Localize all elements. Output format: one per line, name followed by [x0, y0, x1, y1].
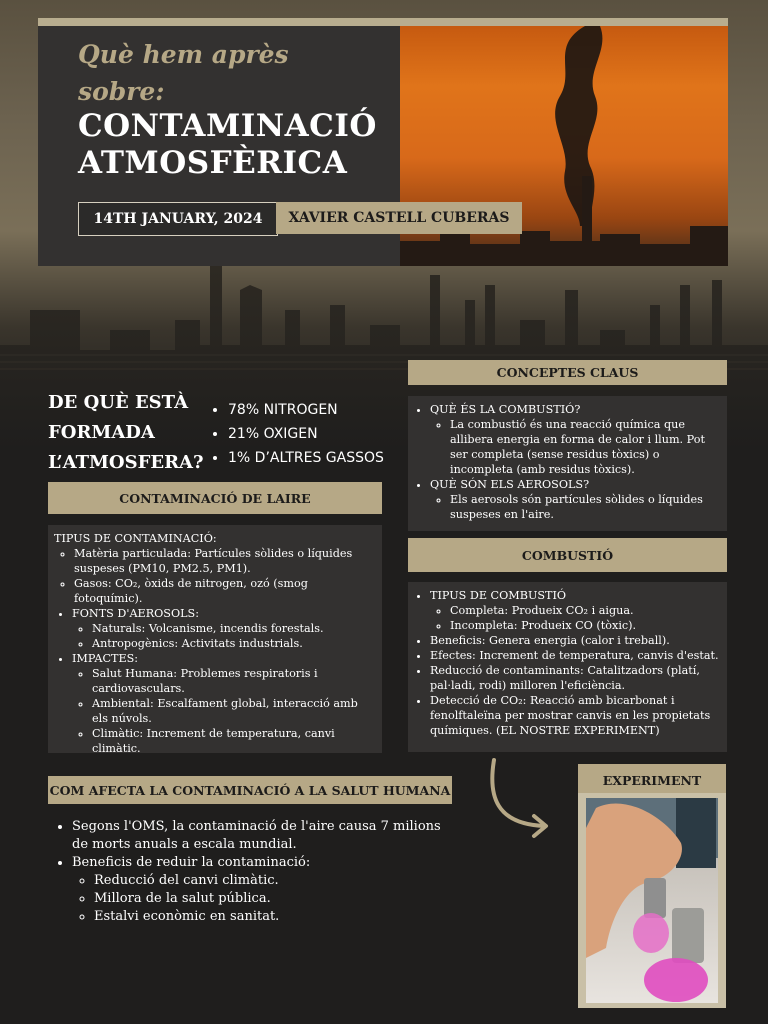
concept-answer: ◦ Els aerosols són partícules sòlides o líquides suspeses en l'aire.: [450, 492, 723, 522]
curved-arrow-icon: [486, 756, 558, 840]
composition-question: DE QUÈ ESTÀ FORMADA L’ATMOSFERA?: [48, 392, 204, 473]
key-concepts-heading: CONCEPTES CLAUS: [408, 360, 727, 385]
list-item: ◦ Matèria particulada: Partícules sòlides o líquides suspeses (PM10, PM2.5, PM1).: [74, 546, 376, 576]
air-pollution-panel: [48, 525, 382, 753]
list-item: ◦ Reducció del canvi climàtic.: [94, 872, 454, 890]
composition-item: • 1% D’ALTRES GASSOS: [228, 446, 402, 470]
concept-question: QUÈ SÓN ELS AEROSOLS?: [430, 478, 590, 491]
health-list: [54, 818, 454, 926]
types-label: TIPUS DE CONTAMINACIÓ:: [54, 532, 217, 545]
date-badge: 14TH JANUARY, 2024: [78, 202, 278, 236]
composition-list: [212, 398, 402, 470]
composition-item: • 21% OXIGEN: [228, 422, 402, 446]
author-badge: XAVIER CASTELL CUBERAS: [276, 202, 522, 234]
list-item: ◦ Naturals: Volcanisme, incendis forestals.: [92, 621, 376, 636]
list-item: ◦ Ambiental: Escalfament global, interacció amb els núvols.: [92, 696, 376, 726]
list-item: ◦ Antropogènics: Activitats industrials.: [92, 636, 376, 651]
list-item: • Beneficis: Genera energia (calor i treball).: [430, 633, 723, 648]
concept-question: QUÈ ÉS LA COMBUSTIÓ?: [430, 403, 581, 416]
benefits-label: Beneficis de reduir la contaminació:: [72, 855, 311, 870]
experiment-photo: [586, 798, 718, 1003]
list-item: ◦ Salut Humana: Problemes respiratoris i cardiovasculars.: [92, 666, 376, 696]
list-item: • Reducció de contaminants: Catalitzadors (platí, pal·ladi, rodi) milloren l'eficiència.: [430, 663, 723, 693]
combustion-types-label: TIPUS DE COMBUSTIÓ: [430, 589, 567, 602]
air-pollution-heading: CONTAMINACIÓ DE LAIRE: [48, 482, 382, 514]
poster-title: CONTAMINACIÓ ATMOSFÈRICA: [78, 108, 377, 181]
poster-subtitle: Què hem après sobre:: [78, 40, 289, 106]
list-item: ◦ Gasos: CO₂, òxids de nitrogen, ozó (smog fotoquímic).: [74, 576, 376, 606]
impacts-label: IMPACTES:: [72, 652, 139, 665]
list-item: • Detecció de CO₂: Reacció amb bicarbonat i fenolftaleïna per mostrar canvis en les propietats químiques. (EL NOSTRE EXPERIMENT): [430, 693, 723, 738]
composition-item: • 78% NITROGEN: [228, 398, 402, 422]
list-item: • Segons l'OMS, la contaminació de l'aire causa 7 milions de morts anuals a escala mundial.: [72, 818, 454, 854]
experiment-heading: EXPERIMENT: [578, 764, 726, 796]
concept-answer: ◦ La combustió és una reacció química que allibera energia en forma de calor i llum. Pot ser completa (sense residus tòxics) o incompleta (amb residus tòxics).: [450, 417, 723, 477]
header-accent-strip: [38, 18, 728, 26]
combustion-heading: COMBUSTIÓ: [408, 538, 727, 572]
list-item: • Efectes: Increment de temperatura, canvis d'estat.: [430, 648, 723, 663]
list-item: ◦ Completa: Produeix CO₂ i aigua.: [450, 603, 723, 618]
sources-label: FONTS D'AEROSOLS:: [72, 607, 199, 620]
list-item: ◦ Climàtic: Increment de temperatura, canvi climàtic.: [92, 726, 376, 756]
list-item: ◦ Millora de la salut pública.: [94, 890, 454, 908]
list-item: ◦ Estalvi econòmic en sanitat.: [94, 908, 454, 926]
combustion-panel: [408, 582, 727, 752]
list-item: ◦ Incompleta: Produeix CO (tòxic).: [450, 618, 723, 633]
key-concepts-panel: [408, 396, 727, 531]
health-heading: COM AFECTA LA CONTAMINACIÓ A LA SALUT HUMANA: [48, 776, 452, 804]
